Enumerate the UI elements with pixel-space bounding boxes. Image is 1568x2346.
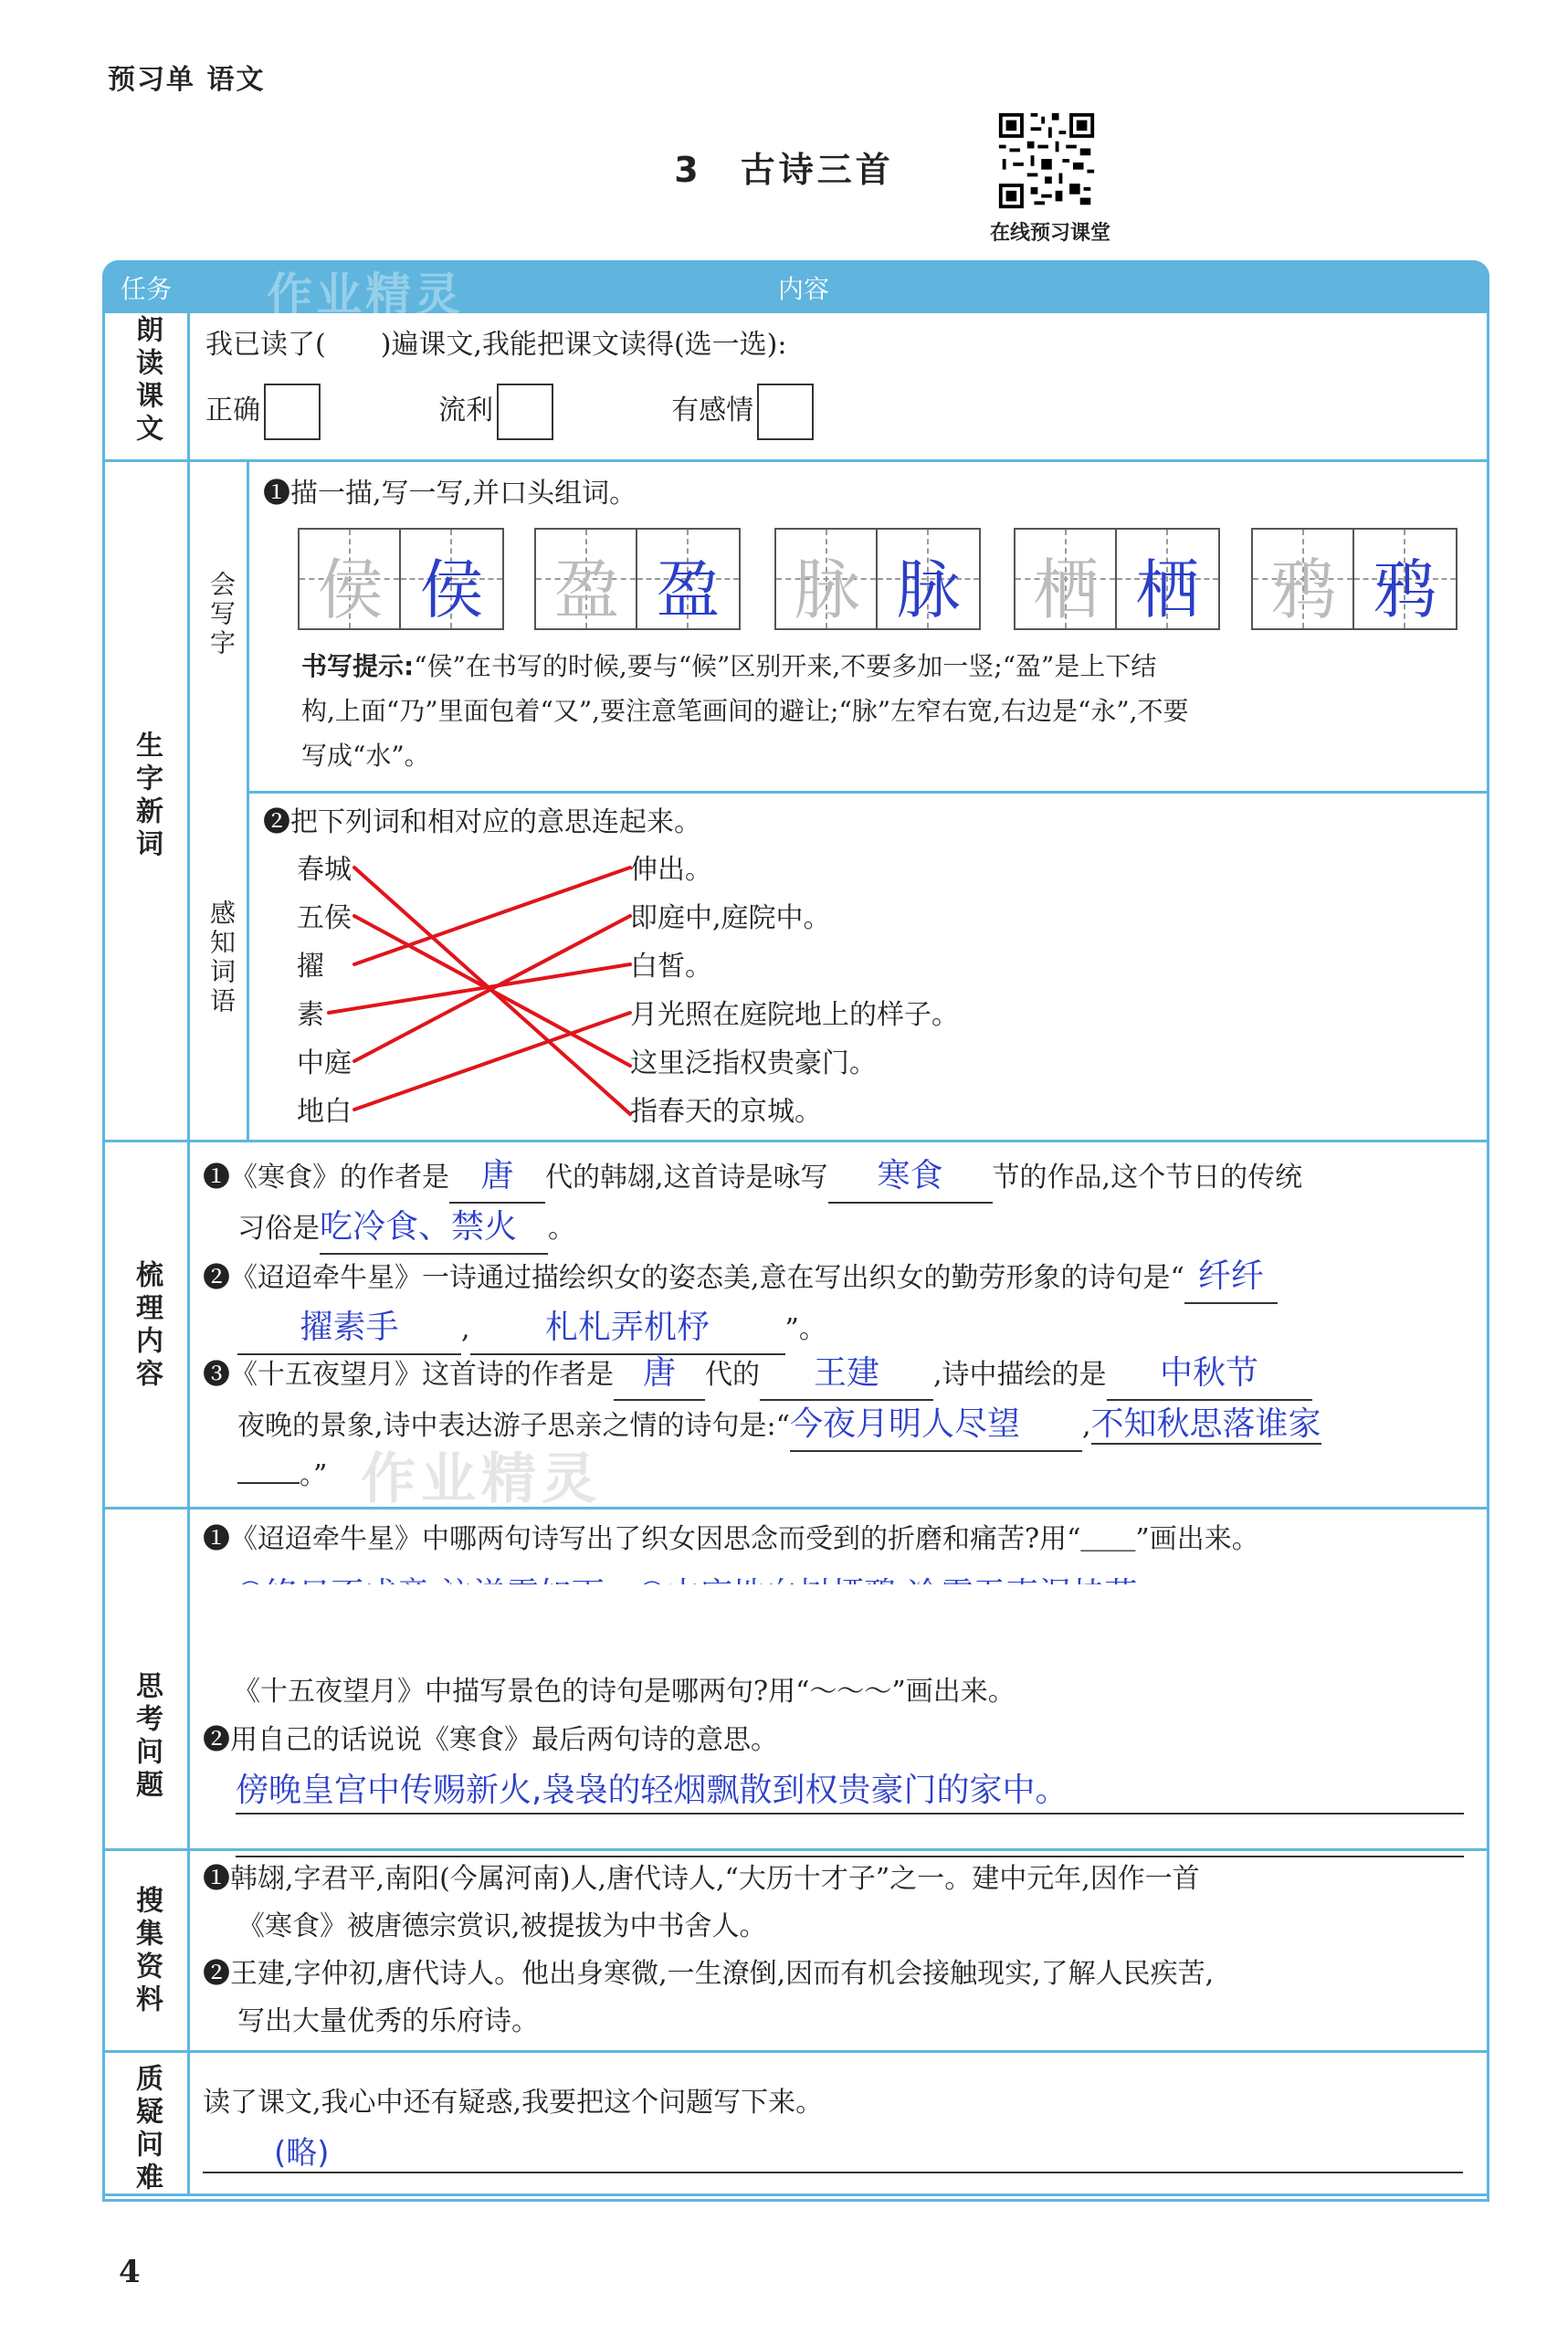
- answer-char: 栖: [1135, 552, 1200, 627]
- answer-blank[interactable]: [790, 1401, 1082, 1452]
- match-left-item[interactable]: 中庭: [297, 1047, 352, 1079]
- match-right-item[interactable]: 月光照在庭院地上的样子。: [630, 999, 959, 1031]
- trace-char: 脉: [794, 552, 860, 628]
- q3-text: ,诗中描绘的是: [933, 1359, 1107, 1391]
- divider: [102, 2193, 1487, 2196]
- answer-text: 擢素手: [300, 1309, 399, 1346]
- answer-blank[interactable]: [237, 1304, 461, 1355]
- page-gap: [190, 1584, 1483, 1671]
- answer-char: 鸦: [1373, 552, 1437, 627]
- match-line: [329, 964, 630, 1013]
- header-task: 任务: [121, 274, 173, 304]
- answer-text: 中秋节: [1160, 1354, 1259, 1392]
- page-header: 预习单 语文: [108, 64, 266, 96]
- match-right-item[interactable]: 指春天的京城。: [630, 1096, 822, 1128]
- answer-blank[interactable]: [237, 1482, 300, 1484]
- match-right-item[interactable]: 这里泛指权贵豪门。: [630, 1047, 877, 1079]
- match-left-item[interactable]: 春城: [297, 854, 352, 886]
- q3-text: 。”: [300, 1459, 328, 1491]
- task-question: 质疑问难: [131, 2064, 163, 2195]
- q3-text: 代的: [705, 1359, 760, 1391]
- task-reading: 朗读课文: [131, 315, 163, 447]
- answer-text: 寒食: [877, 1157, 943, 1194]
- task-outline: 梳理内容: [131, 1260, 163, 1392]
- header-watermark: 作业精灵: [267, 268, 464, 321]
- answer-text: 今夜月明人尽望: [789, 1405, 1020, 1443]
- material-p1: 《寒食》被唐德宗赏识,被提拔为中书舍人。: [237, 1910, 767, 1942]
- write-instruction: ❶描一描,写一写,并口头组词。: [263, 478, 637, 510]
- material-p2: ❷王建,字仲初,唐代诗人。他出身寒微,一生潦倒,因而有机会接触现实,了解人民疾苦,: [203, 1958, 1215, 1990]
- reading-line: 我已读了( )遍课文,我能把课文读得(选一选):: [205, 329, 787, 361]
- trace-char: 栖: [1033, 552, 1100, 628]
- answer-blank[interactable]: [449, 1152, 545, 1204]
- answer-blank[interactable]: [1184, 1253, 1278, 1304]
- match-right-item[interactable]: 白皙。: [630, 951, 712, 983]
- qr-label: 在线预习课堂: [989, 222, 1110, 245]
- q2-text: ,: [461, 1313, 470, 1345]
- trace-char: 侯: [317, 552, 384, 628]
- answer-blank[interactable]: [760, 1350, 933, 1401]
- answer-text: 纤纤: [1197, 1257, 1264, 1295]
- match-right-item[interactable]: 即庭中,庭院中。: [630, 902, 831, 934]
- question-answer[interactable]: (略): [274, 2135, 330, 2172]
- q2-text: ❷《迢迢牵牛星》一诗通过描绘织女的姿态美,意在写出织女的勤劳形象的诗句是“: [203, 1262, 1184, 1294]
- answer-text: 王建: [813, 1354, 879, 1392]
- lesson-title: 3 古诗三首: [674, 150, 894, 190]
- header-content: 内容: [778, 274, 830, 304]
- match-left-item[interactable]: 地白: [297, 1096, 352, 1128]
- answer-blank[interactable]: [1107, 1350, 1312, 1401]
- answer-line: [203, 2172, 1463, 2173]
- task-material: 搜集资料: [131, 1886, 163, 2017]
- answer-char: 脉: [896, 552, 961, 627]
- answer-line: [236, 1813, 1464, 1815]
- option-fluent: 流利: [438, 395, 494, 426]
- divider: [102, 2050, 1487, 2053]
- match-right-item[interactable]: 伸出。: [630, 854, 712, 886]
- q2-text: ”。: [784, 1313, 826, 1345]
- watermark: 作业精灵: [361, 1447, 602, 1511]
- match-instruction: ❷把下列词和相对应的意思连起来。: [263, 806, 701, 838]
- match-left-item[interactable]: 五侯: [297, 902, 352, 934]
- question-line: 读了课文,我心中还有疑惑,我要把这个问题写下来。: [203, 2087, 824, 2119]
- tip-label: 书写提示:: [301, 651, 415, 681]
- answer-char: 盈: [656, 552, 721, 627]
- match-line: [354, 1013, 630, 1110]
- divider: [102, 1848, 1487, 1851]
- q1-text: 节的作品,这个节日的传统: [992, 1162, 1303, 1194]
- match-line: [354, 868, 630, 964]
- option-emotional: 有感情: [671, 395, 754, 426]
- match-left-item[interactable]: 擢: [297, 951, 324, 983]
- match-lines: [0, 0, 1568, 1141]
- answer-blank[interactable]: [828, 1152, 993, 1204]
- divider: [102, 1507, 1487, 1510]
- tip-text: “侯”在书写的时候,要与“候”区别开来,不要多加一竖;“盈”是上下结: [414, 651, 1157, 681]
- q3-text: ,: [1081, 1410, 1091, 1442]
- answer-blank[interactable]: [320, 1204, 548, 1255]
- answer-blank[interactable]: [470, 1304, 785, 1355]
- q1-text: 。: [548, 1213, 575, 1245]
- answer-text: 唐: [480, 1157, 514, 1194]
- page-number: 4: [119, 2254, 141, 2290]
- trace-char: 盈: [553, 552, 620, 628]
- q1-text: 习俗是: [237, 1213, 320, 1245]
- answer-text: 札札弄机杼: [545, 1309, 710, 1346]
- tip-text: 构,上面“乃”里面包着“又”,要注意笔画间的避让;“脉”左窄右宽,右边是“永”,不要: [301, 696, 1189, 726]
- match-left-item[interactable]: 素: [297, 999, 324, 1031]
- answer-text: 吃冷食、禁火: [320, 1208, 518, 1246]
- material-p1: ❶韩翃,字君平,南阳(今属河南)人,唐代诗人,“大历十才子”之一。建中元年,因作一首: [203, 1863, 1200, 1895]
- q3-text: ❸《十五夜望月》这首诗的作者是: [203, 1359, 614, 1391]
- q1-text: 代的韩翃,这首诗是咏写: [545, 1162, 828, 1194]
- trace-char: 鸦: [1270, 552, 1337, 628]
- task-newwords: 生字新词: [131, 731, 163, 862]
- answer-text: 唐: [642, 1354, 676, 1392]
- sub-match: 感知词语: [206, 899, 237, 1016]
- q1-text: ❶《寒食》的作者是: [203, 1162, 449, 1194]
- material-p2: 写出大量优秀的乐府诗。: [237, 2005, 539, 2037]
- answer-text: 不知秋思落谁家: [1090, 1405, 1321, 1443]
- answer-char: 侯: [419, 552, 484, 627]
- option-correct: 正确: [205, 395, 260, 426]
- outline-q2: [203, 1253, 1477, 1355]
- tip-text: 写成“水”。: [301, 741, 430, 771]
- sub-write: 会写字: [206, 571, 237, 658]
- material-text: [203, 1856, 1481, 2046]
- thinking-q1: ❶《迢迢牵牛星》中哪两句诗写出了织女因思念而受到的折磨和痛苦?用“＿＿”画出来。: [203, 1523, 1259, 1555]
- answer-blank[interactable]: [614, 1350, 705, 1401]
- task-thinking: 思考问题: [131, 1671, 163, 1803]
- thinking-q2: ❷用自己的话说说《寒食》最后两句诗的意思。: [203, 1724, 778, 1756]
- outline-q1: [203, 1152, 1472, 1255]
- thinking-q2-answer: 傍晚皇宫中传赐新火,袅袅的轻烟飘散到权贵豪门的家中。: [236, 1772, 1068, 1809]
- thinking-q1b: 《十五夜望月》中描写景色的诗句是哪两句?用“～～～”画出来。: [233, 1676, 1016, 1708]
- q3-text: 夜晚的景象,诗中表达游子思亲之情的诗句是:“: [237, 1410, 790, 1442]
